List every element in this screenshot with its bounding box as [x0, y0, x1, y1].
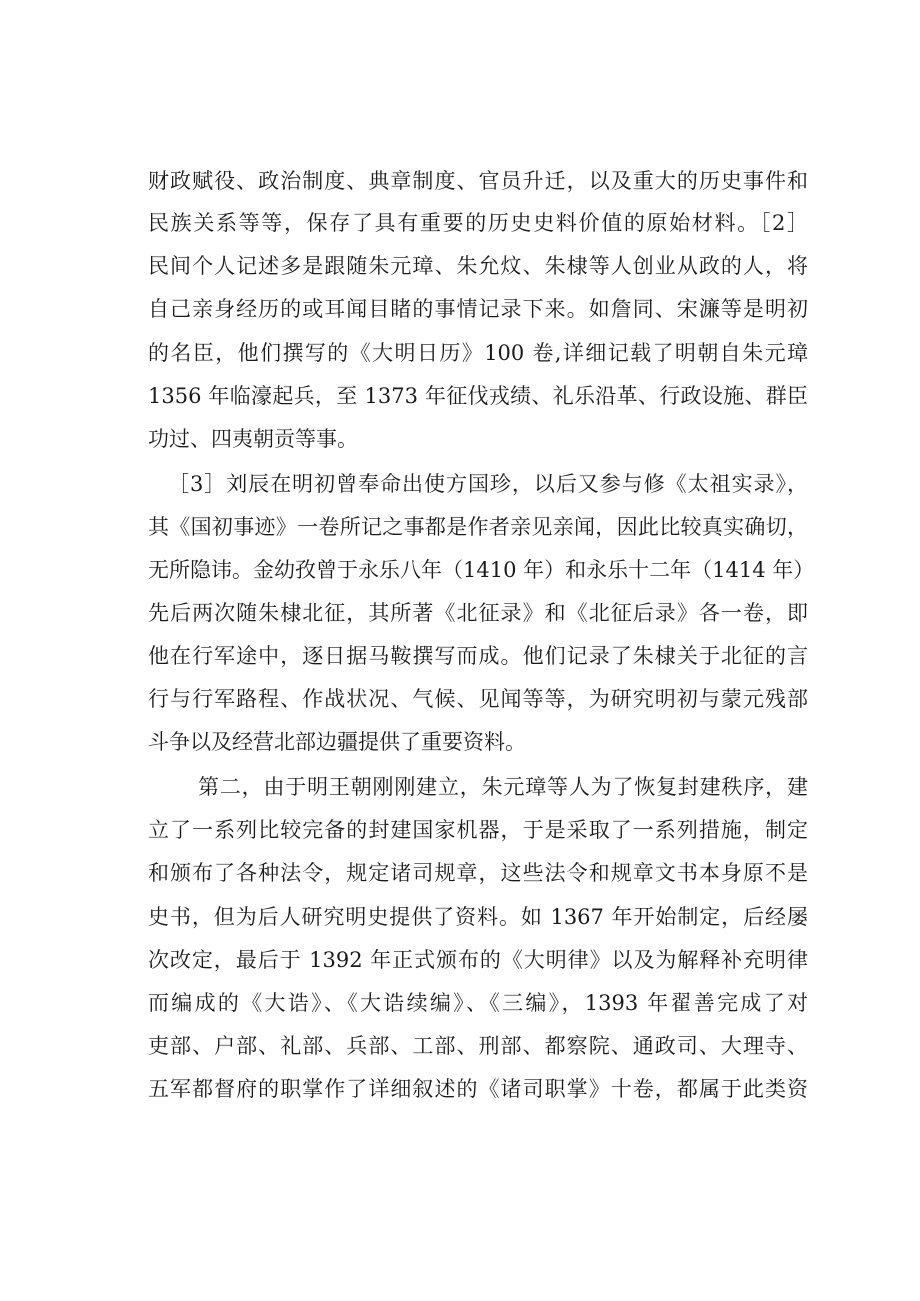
text-line: 第二，由于明王朝刚刚建立，朱元璋等人为了恢复封建秩序，建 [198, 775, 808, 799]
text-line: 先后两次随朱棣北征，其所著《北征录》和《北征后录》各一卷，即 [148, 601, 808, 625]
text-line: 史书，但为后人研究明史提供了资料。如 1367 年开始制定，后经屡 [148, 905, 808, 929]
text-line: 民间个人记述多是跟随朱元璋、朱允炆、朱棣等人创业从政的人，将 [148, 254, 808, 278]
text-line: 自己亲身经历的或耳闻目睹的事情记录下来。如詹同、宋濂等是明初 [148, 297, 808, 321]
text-line: 其《国初事迹》一卷所记之事都是作者亲见亲闻，因此比较真实确切， [148, 515, 808, 539]
text-line: 财政赋役、政治制度、典章制度、官员升迁，以及重大的历史事件和 [148, 169, 808, 193]
text-line: 吏部、户部、礼部、兵部、工部、刑部、都察院、通政司、大理寺、 [148, 1034, 808, 1058]
text-line: 斗争以及经营北部边疆提供了重要资料。 [148, 730, 526, 754]
text-line: 1356 年临濠起兵，至 1373 年征伐戎绩、礼乐沿革、行政设施、群臣 [148, 384, 808, 408]
text-line: 而编成的《大诰》、《大诰续编》、《三编》，1393 年翟善完成了对 [148, 991, 808, 1015]
text-line: 无所隐讳。金幼孜曾于永乐八年（1410 年）和永乐十二年（1414 年） [148, 558, 815, 582]
text-line: 五军都督府的职掌作了详细叙述的《诸司职掌》十卷，都属于此类资 [148, 1077, 808, 1101]
text-line: 次改定，最后于 1392 年正式颁布的《大明律》以及为解释补充明律 [148, 948, 808, 972]
text-line: 立了一系列比较完备的封建国家机器，于是采取了一系列措施，制定 [148, 818, 808, 842]
text-line: 和颁布了各种法令，规定诸司规章，这些法令和规章文书本身原不是 [148, 861, 808, 885]
text-line: 行与行军路程、作战状况、气候、见闻等等，为研究明初与蒙元残部 [148, 687, 808, 711]
text-line: 民族关系等等，保存了具有重要的历史史料价值的原始材料。［2］ [148, 211, 808, 235]
text-line: ［3］刘辰在明初曾奉命出使方国珍，以后又参与修《太祖实录》， [168, 472, 808, 496]
text-line: 功过、四夷朝贡等事。 [148, 427, 358, 451]
text-line: 他在行军途中，逐日据马鞍撰写而成。他们记录了朱棣关于北征的言 [148, 644, 808, 668]
text-line: 的名臣，他们撰写的《大明日历》100 卷,详细记载了明朝自朱元璋 [148, 341, 808, 365]
